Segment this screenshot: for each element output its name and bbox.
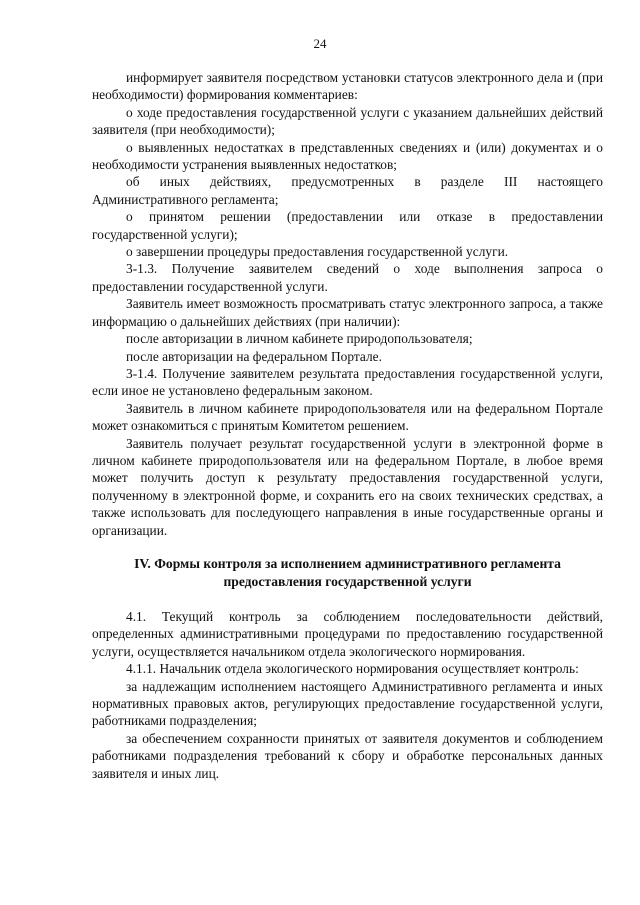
body-text-part2 bbox=[92, 608, 603, 782]
paragraph: информирует заявителя посредством установки статусов электронного дела и (при необходимости) формирования комментариев: bbox=[92, 70, 603, 103]
paragraph: 4.1. Текущий контроль за соблюдением последовательности действий, определенных административными процедурами по предоставлению государственной услуги, осуществляется начальником отдела экологического нормирования. bbox=[92, 609, 603, 659]
paragraph: Заявитель имеет возможность просматривать статус электронного запроса, а также информацию о дальнейших действиях (при наличии): bbox=[92, 296, 603, 329]
body-text-part1 bbox=[92, 69, 603, 539]
paragraph: за обеспечением сохранности принятых от заявителя документов и соблюдением работниками подразделения требований к сбору и обработке персональных данных заявителя и иных лиц. bbox=[92, 730, 603, 781]
paragraph: о принятом решении (предоставлении или отказе в предоставлении государственной услуги); bbox=[92, 209, 603, 242]
paragraph: о выявленных недостатках в представленных сведениях и (или) документах и о необходимости устранения выявленных недостатков; bbox=[92, 139, 603, 173]
section-heading-line2: предоставления государственной услуги bbox=[223, 574, 472, 589]
paragraph: после авторизации в личном кабинете природопользователя; bbox=[126, 331, 473, 347]
paragraph: 3-1.3. Получение заявителем сведений о ходе выполнения запроса о предоставлении государственной услуги. bbox=[92, 261, 603, 294]
paragraph: 3-1.4. Получение заявителем результата предоставления государственной услуги, если иное не установлено федеральным законом. bbox=[92, 365, 603, 399]
paragraph: об иных действиях, предусмотренных в разделе III настоящего Административного регламента; bbox=[92, 174, 603, 207]
section-heading-line1: IV. Формы контроля за исполнением административного регламента bbox=[134, 556, 561, 571]
paragraph: Заявитель в личном кабинете природопользователя или на федеральном Портале может ознакомиться с принятым Комитетом решением. bbox=[92, 400, 603, 434]
paragraph: 4.1.1. Начальник отдела экологического нормирования осуществляет контроль: bbox=[126, 661, 579, 677]
paragraph: за надлежащим исполнением настоящего Административного регламента и иных нормативных правовых актов, регулирующих предоставление государственной услуги, работниками подразделения; bbox=[92, 678, 603, 729]
paragraph: о ходе предоставления государственной услуги с указанием дальнейших действий заявителя (при необходимости); bbox=[92, 104, 603, 138]
paragraph: Заявитель получает результат государственной услуги в электронной форме в личном кабинете природопользователя или на федеральном Портале, в любое время может получить доступ к результату предоставления государственной услуги, полученному в электронной форме, и сохранить его на своих технических средствах, а также использовать для последующего направления в иные государственные органы и организации. bbox=[92, 435, 603, 538]
paragraph: после авторизации на федеральном Портале. bbox=[126, 348, 382, 364]
page-number: 24 bbox=[313, 36, 327, 51]
paragraph: о завершении процедуры предоставления государственной услуги. bbox=[126, 244, 509, 260]
section-heading bbox=[92, 555, 603, 591]
